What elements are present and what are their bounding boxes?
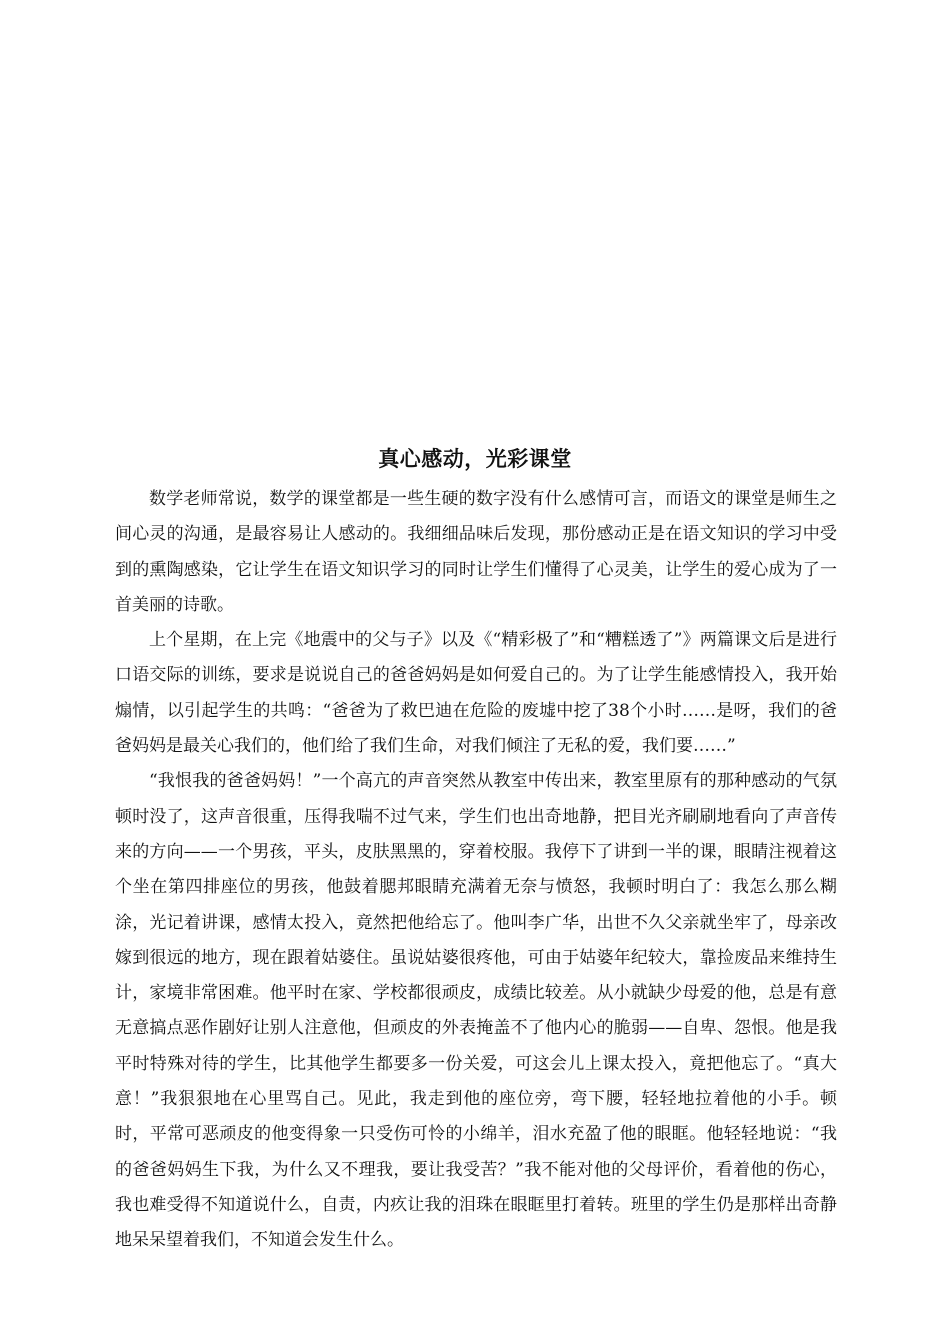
document-body	[115, 482, 837, 1259]
paragraph-3: “我恨我的爸爸妈妈！”一个高亢的声音突然从教室中传出来，教室里原有的那种感动的气氛顿时没了，这声音很重，压得我喘不过气来，学生们也出奇地静，把目光齐刷刷地看向了声音传来的方向——一个男孩，平头，皮肤黑黑的，穿着校服。我停下了讲到一半的课，眼睛注视着这个坐在第四排座位的男孩，他鼓着腮邦眼睛充满着无奈与愤怒，我顿时明白了：我怎么那么糊涂，光记着讲课，感情太投入，竟然把他给忘了。他叫李广华，出世不久父亲就坐牢了，母亲改嫁到很远的地方，现在跟着姑婆住。虽说姑婆很疼他，可由于姑婆年纪较大，靠捡废品来维持生计，家境非常困难。他平时在家、学校都很顽皮，成绩比较差。从小就缺少母爱的他，总是有意无意搞点恶作剧好让别人注意他，但顽皮的外表掩盖不了他内心的脆弱——自卑、怨恨。他是我平时特殊对待的学生，比其他学生都要多一份关爱，可这会儿上课太投入，竟把他忘了。“真大意！”我狠狠地在心里骂自己。见此，我走到他的座位旁，弯下腰，轻轻地拉着他的小手。顿时，平常可恶顽皮的他变得象一只受伤可怜的小绵羊，泪水充盈了他的眼眶。他轻轻地说：“我的爸爸妈妈生下我，为什么又不理我，要让我受苦？”我不能对他的父母评价，看着他的伤心，我也难受得不知道说什么，自责，内疚让我的泪珠在眼眶里打着转。班里的学生仍是那样出奇静地呆呆望着我们，不知道会发生什么。	[115, 771, 837, 1251]
paragraph-2: 上个星期，在上完《地震中的父与子》以及《“精彩极了”和“糟糕透了”》两篇课文后是进行口语交际的训练，要求是说说自己的爸爸妈妈是如何爱自己的。为了让学生能感情投入，我开始煽情，以引起学生的共鸣：“爸爸为了救巴迪在危险的废墟中挖了38个小时……是呀，我们的爸爸妈妈是最关心我们的，他们给了我们生命，对我们倾注了无私的爱，我们要……”	[115, 630, 837, 757]
paragraph-1: 数学老师常说，数学的课堂都是一些生硬的数字没有什么感情可言，而语文的课堂是师生之间心灵的沟通，是最容易让人感动的。我细细品味后发现，那份感动正是在语文知识的学习中受到的熏陶感染，它让学生在语文知识学习的同时让学生们懂得了心灵美，让学生的爱心成为了一首美丽的诗歌。	[115, 489, 837, 615]
document-title: 真心感动，光彩课堂	[378, 447, 572, 471]
